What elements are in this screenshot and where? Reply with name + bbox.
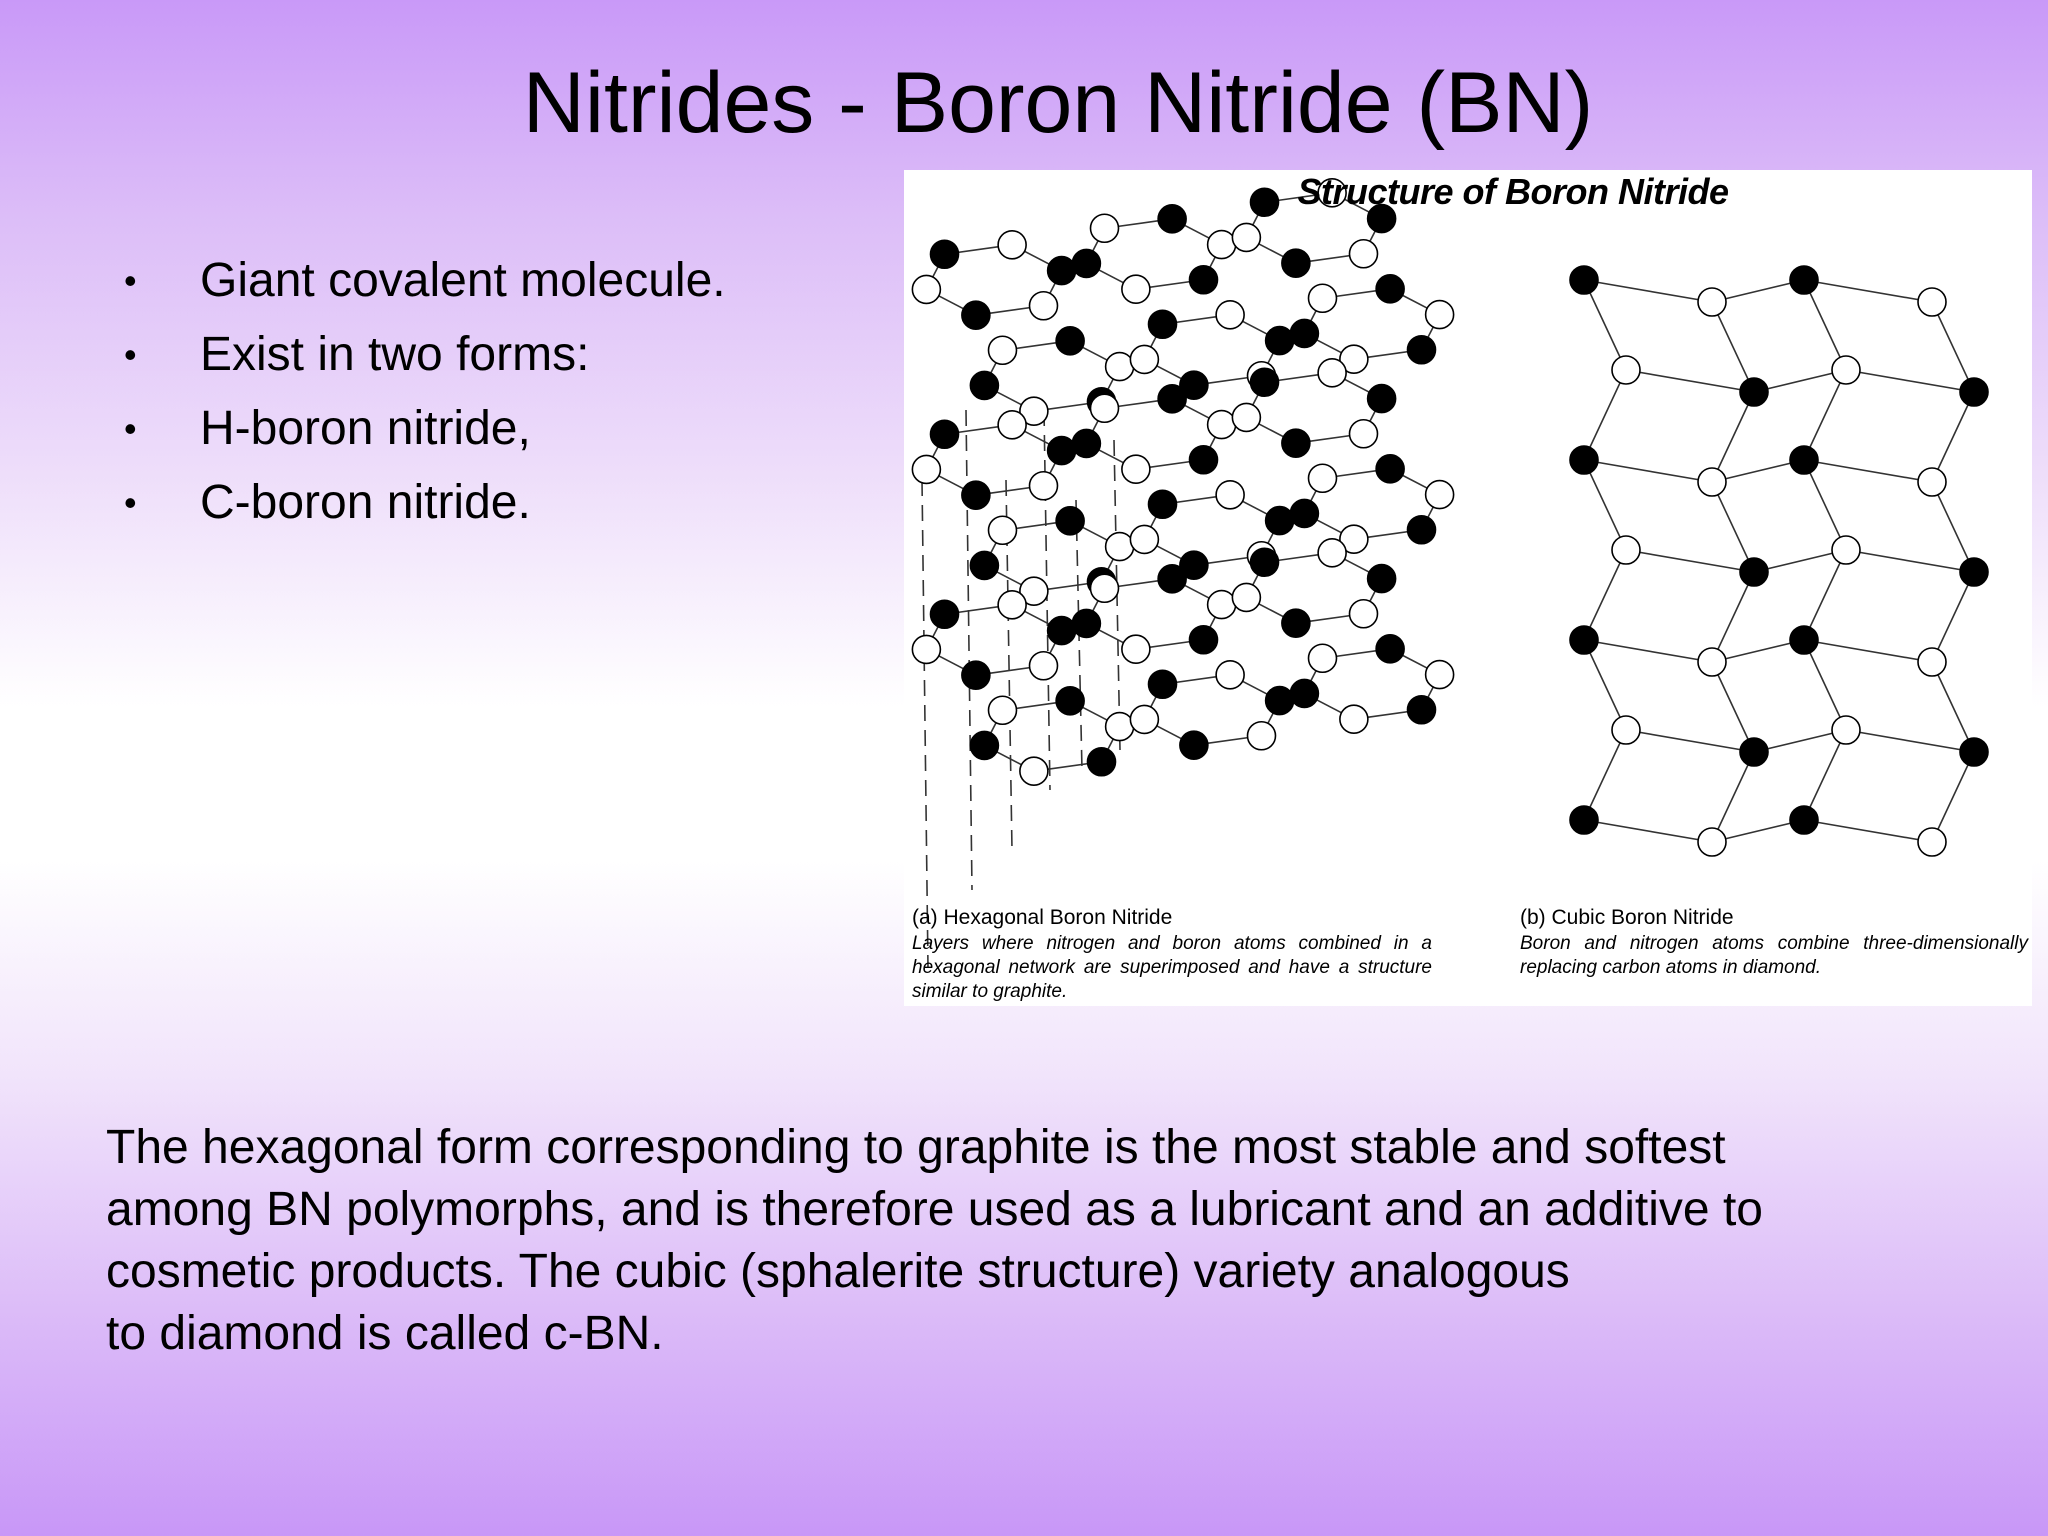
- bullet-text: C-boron nitride.: [200, 476, 531, 529]
- boron-atom: [1309, 644, 1337, 672]
- nitrogen-atom: [1048, 437, 1076, 465]
- boron-atom: [1918, 648, 1946, 676]
- nitrogen-atom: [1407, 516, 1435, 544]
- nitrogen-atom: [1189, 266, 1217, 294]
- cubic-bond: [1626, 550, 1754, 572]
- boron-atom: [1216, 481, 1244, 509]
- nitrogen-atom: [931, 240, 959, 268]
- nitrogen-atom: [1266, 327, 1294, 355]
- bullet-list: [124, 244, 726, 540]
- boron-atom: [1106, 353, 1134, 381]
- boron-atom: [1349, 600, 1377, 628]
- nitrogen-atom: [1290, 499, 1318, 527]
- boron-atom: [998, 231, 1026, 259]
- boron-atom: [1232, 583, 1260, 611]
- bullet-item: [124, 466, 726, 540]
- nitrogen-atom: [1149, 670, 1177, 698]
- nitrogen-atom: [1407, 336, 1435, 364]
- nitrogen-atom: [1056, 687, 1084, 715]
- cubic-bond: [1932, 302, 1974, 392]
- nitrogen-atom: [970, 551, 998, 579]
- nitrogen-atom: [1570, 806, 1598, 834]
- boron-atom: [1130, 345, 1158, 373]
- cubic-bond: [1712, 752, 1754, 842]
- cubic-bond: [1932, 752, 1974, 842]
- nitrogen-atom: [931, 600, 959, 628]
- nitrogen-atom: [1251, 548, 1279, 576]
- cubic-bond: [1584, 550, 1626, 640]
- boron-atom: [1309, 284, 1337, 312]
- boron-atom: [1130, 705, 1158, 733]
- figure-heading: Structure of Boron Nitride: [1297, 171, 1729, 212]
- slide-title: Nitrides - Boron Nitride (BN): [522, 55, 1594, 151]
- cubic-bond: [1804, 640, 1932, 662]
- boron-atom: [998, 411, 1026, 439]
- cubic-bond: [1804, 820, 1932, 842]
- nitrogen-atom: [1570, 626, 1598, 654]
- bullet-item: [124, 392, 726, 466]
- nitrogen-atom: [1266, 507, 1294, 535]
- boron-atom: [1612, 356, 1640, 384]
- boron-atom: [1208, 231, 1236, 259]
- cubic-bond: [1804, 460, 1846, 550]
- boron-atom: [1612, 716, 1640, 744]
- boron-atom: [1029, 652, 1057, 680]
- cubic-bond: [1932, 392, 1974, 482]
- boron-atom: [1698, 648, 1726, 676]
- boron-atom: [1426, 661, 1454, 689]
- boron-atom: [912, 635, 940, 663]
- nitrogen-atom: [1740, 558, 1768, 586]
- cubic-bond: [1846, 550, 1974, 572]
- bullet-text: Exist in two forms:: [200, 328, 590, 381]
- nitrogen-atom: [1282, 249, 1310, 277]
- nitrogen-atom: [1376, 455, 1404, 483]
- boron-atom: [1918, 828, 1946, 856]
- cubic-bond: [1804, 730, 1846, 820]
- cubic-bond: [1932, 662, 1974, 752]
- cubic-bond: [1584, 280, 1712, 302]
- nitrogen-atom: [1570, 446, 1598, 474]
- nitrogen-atom: [1960, 378, 1988, 406]
- nitrogen-atom: [1056, 327, 1084, 355]
- boron-atom: [1208, 591, 1236, 619]
- nitrogen-atom: [1251, 368, 1279, 396]
- bullet-item: [124, 318, 726, 392]
- cubic-bond: [1584, 280, 1626, 370]
- bullet-text: H-boron nitride,: [200, 402, 531, 455]
- nitrogen-atom: [962, 481, 990, 509]
- cubic-bond: [1626, 370, 1754, 392]
- caption-hexagonal-label: (a) Hexagonal Boron Nitride: [912, 906, 1173, 929]
- boron-atom: [1106, 713, 1134, 741]
- caption-cubic-label: (b) Cubic Boron Nitride: [1520, 906, 1734, 929]
- boron-atom: [989, 336, 1017, 364]
- boron-atom: [1918, 468, 1946, 496]
- boron-atom: [1029, 292, 1057, 320]
- boron-atom: [1832, 716, 1860, 744]
- cubic-bond: [1584, 460, 1626, 550]
- cubic-bond: [1584, 370, 1626, 460]
- nitrogen-atom: [1056, 507, 1084, 535]
- boron-atom: [912, 455, 940, 483]
- caption-cubic: [1520, 906, 2028, 980]
- cubic-bond: [1804, 370, 1846, 460]
- nitrogen-atom: [1282, 609, 1310, 637]
- nitrogen-atom: [1790, 626, 1818, 654]
- caption-hexagonal: [912, 906, 1432, 1004]
- nitrogen-atom: [970, 731, 998, 759]
- nitrogen-atom: [1048, 617, 1076, 645]
- boron-nitride-structure-figure: [904, 170, 2032, 1006]
- boron-atom: [1918, 288, 1946, 316]
- nitrogen-atom: [1158, 385, 1186, 413]
- boron-atom: [1426, 301, 1454, 329]
- boron-atom: [1318, 539, 1346, 567]
- paragraph-line: cosmetic products. The cubic (sphalerite structure) variety analogous: [106, 1245, 1570, 1298]
- nitrogen-atom: [1072, 249, 1100, 277]
- boron-atom: [1832, 356, 1860, 384]
- paragraph-line: among BN polymorphs, and is therefore used as a lubricant and an additive to: [106, 1183, 1763, 1236]
- nitrogen-atom: [1570, 266, 1598, 294]
- nitrogen-atom: [1790, 266, 1818, 294]
- cubic-bond: [1712, 482, 1754, 572]
- boron-atom: [1832, 536, 1860, 564]
- paragraph-line: to diamond is called c-BN.: [106, 1307, 664, 1360]
- nitrogen-atom: [1790, 446, 1818, 474]
- cubic-bond: [1584, 820, 1712, 842]
- nitrogen-atom: [1266, 687, 1294, 715]
- boron-atom: [1130, 525, 1158, 553]
- boron-atom: [1247, 722, 1275, 750]
- nitrogen-atom: [1180, 731, 1208, 759]
- nitrogen-atom: [1149, 310, 1177, 338]
- bullet-text: Giant covalent molecule.: [200, 254, 726, 307]
- boron-atom: [1106, 533, 1134, 561]
- bullet-item: [124, 244, 726, 318]
- cubic-bond: [1804, 550, 1846, 640]
- boron-atom: [1698, 468, 1726, 496]
- boron-atom: [1309, 464, 1337, 492]
- nitrogen-atom: [1048, 257, 1076, 285]
- boron-atom: [1349, 240, 1377, 268]
- boron-atom: [1208, 411, 1236, 439]
- boron-atom: [1122, 275, 1150, 303]
- nitrogen-atom: [1072, 429, 1100, 457]
- boron-atom: [912, 275, 940, 303]
- nitrogen-atom: [1960, 558, 1988, 586]
- nitrogen-atom: [1740, 738, 1768, 766]
- nitrogen-atom: [1960, 738, 1988, 766]
- bullet-icon: •: [124, 482, 137, 523]
- cubic-bond: [1712, 392, 1754, 482]
- boron-atom: [1216, 301, 1244, 329]
- nitrogen-atom: [1290, 319, 1318, 347]
- interlayer-dashed-line: [922, 480, 928, 968]
- nitrogen-atom: [931, 420, 959, 448]
- boron-atom: [1216, 661, 1244, 689]
- nitrogen-atom: [962, 661, 990, 689]
- nitrogen-atom: [1790, 806, 1818, 834]
- cubic-bond: [1846, 730, 1974, 752]
- boron-atom: [1091, 574, 1119, 602]
- boron-atom: [1698, 288, 1726, 316]
- cubic-bond: [1712, 302, 1754, 392]
- boron-atom: [1318, 359, 1346, 387]
- crystal-structure-illustration: [904, 170, 2032, 1006]
- boron-atom: [1029, 472, 1057, 500]
- boron-atom: [1698, 828, 1726, 856]
- nitrogen-atom: [1189, 626, 1217, 654]
- boron-atom: [1426, 481, 1454, 509]
- cubic-bond: [1932, 482, 1974, 572]
- nitrogen-atom: [1376, 635, 1404, 663]
- nitrogen-atom: [1368, 385, 1396, 413]
- bullet-icon: •: [124, 260, 137, 301]
- cubic-bond: [1804, 280, 1932, 302]
- boron-atom: [1232, 403, 1260, 431]
- nitrogen-atom: [1290, 679, 1318, 707]
- boron-atom: [989, 696, 1017, 724]
- boron-atom: [1349, 420, 1377, 448]
- boron-atom: [1091, 214, 1119, 242]
- description-paragraph: [106, 1117, 1966, 1365]
- nitrogen-atom: [1376, 275, 1404, 303]
- bullet-icon: •: [124, 334, 137, 375]
- boron-atom: [998, 591, 1026, 619]
- cubic-bond: [1584, 460, 1712, 482]
- nitrogen-atom: [1158, 565, 1186, 593]
- cubic-bond: [1712, 662, 1754, 752]
- nitrogen-atom: [970, 371, 998, 399]
- boron-atom: [1340, 705, 1368, 733]
- nitrogen-atom: [962, 301, 990, 329]
- boron-atom: [1232, 223, 1260, 251]
- cubic-bond: [1712, 572, 1754, 662]
- nitrogen-atom: [1740, 378, 1768, 406]
- nitrogen-atom: [1282, 429, 1310, 457]
- nitrogen-atom: [1407, 696, 1435, 724]
- cubic-bond: [1584, 640, 1712, 662]
- boron-atom: [1020, 757, 1048, 785]
- cubic-bond: [1626, 730, 1754, 752]
- bullet-icon: •: [124, 408, 137, 449]
- boron-atom: [1612, 536, 1640, 564]
- nitrogen-atom: [1149, 490, 1177, 518]
- cubic-bond: [1584, 640, 1626, 730]
- cubic-bond: [1932, 572, 1974, 662]
- nitrogen-atom: [1087, 748, 1115, 776]
- cubic-bond: [1584, 730, 1626, 820]
- nitrogen-atom: [1368, 565, 1396, 593]
- boron-atom: [1091, 394, 1119, 422]
- nitrogen-atom: [1189, 446, 1217, 474]
- boron-atom: [1122, 455, 1150, 483]
- boron-atom: [989, 516, 1017, 544]
- cubic-bond: [1804, 280, 1846, 370]
- cubic-bond: [1804, 460, 1932, 482]
- cubic-bond: [1846, 370, 1974, 392]
- caption-cubic-text: Boron and nitrogen atoms combine three-dimensionally replacing carbon atoms in diamond.: [1520, 933, 2028, 978]
- boron-atom: [1122, 635, 1150, 663]
- cubic-bond: [1804, 640, 1846, 730]
- nitrogen-atom: [1072, 609, 1100, 637]
- paragraph-line: The hexagonal form corresponding to graphite is the most stable and softest: [106, 1121, 1726, 1174]
- caption-hexagonal-text: Layers where nitrogen and boron atoms combined in a hexagonal network are superimposed and have a structure similar to graphite.: [912, 933, 1432, 1002]
